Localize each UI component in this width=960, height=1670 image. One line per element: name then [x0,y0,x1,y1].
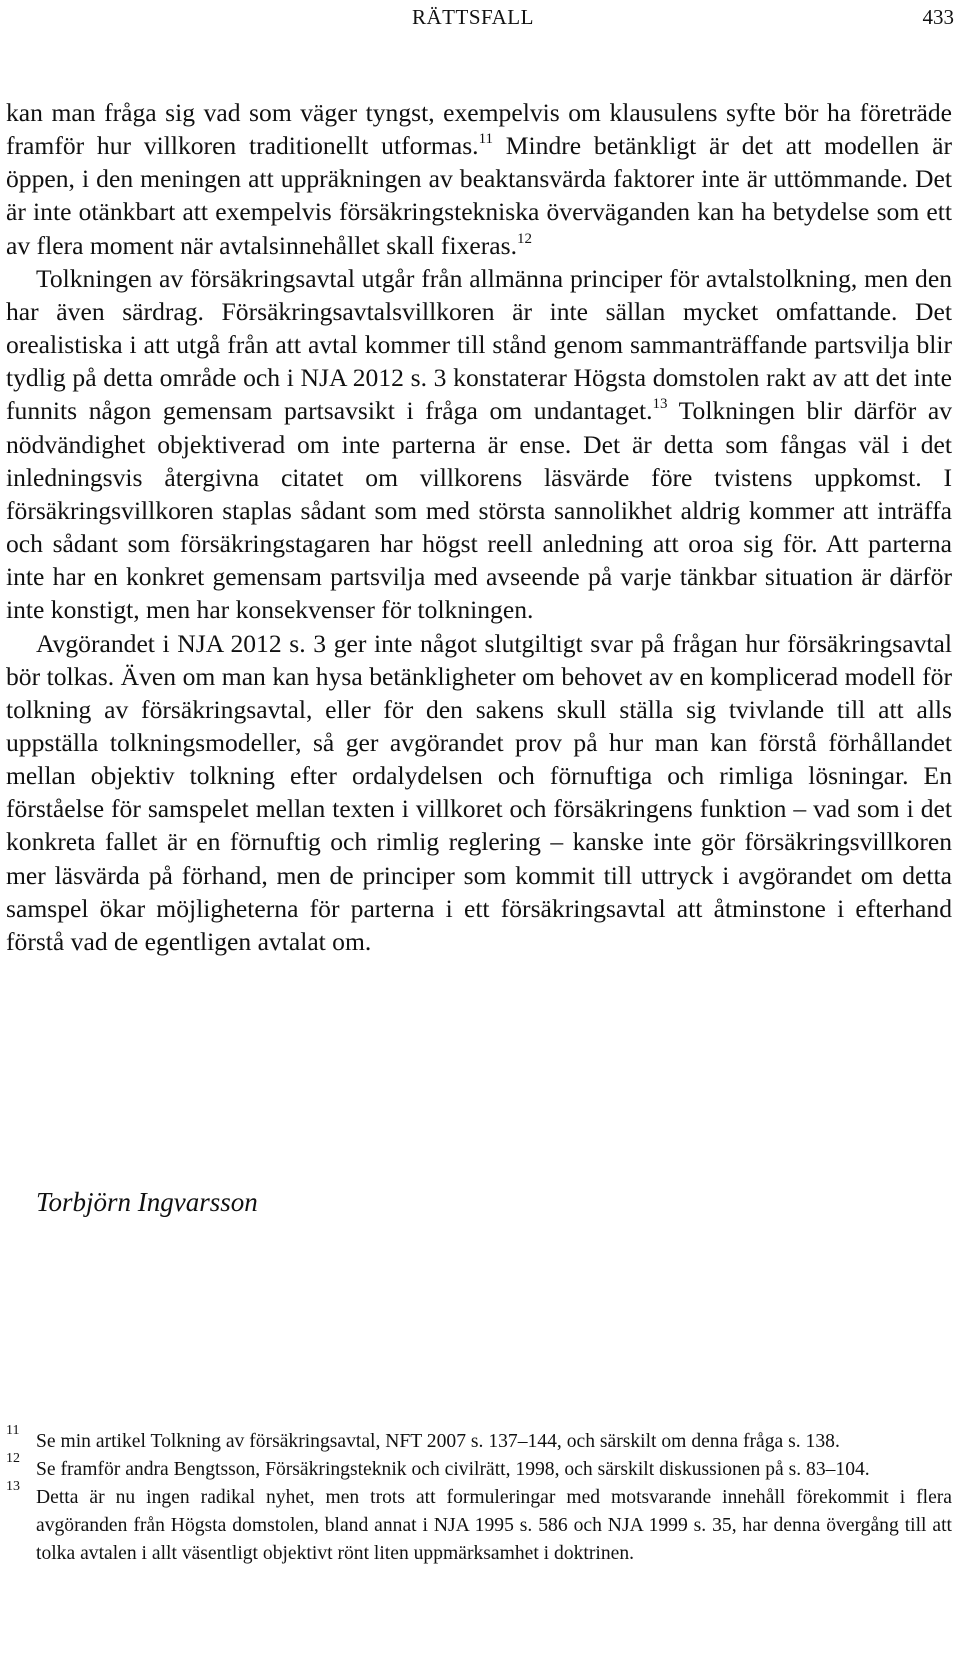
paragraph-2-text-a: Tolkningen av försäkringsavtal utgår från allmänna principer för avtalstolkning, men den har även särdrag. Försäkringsavtalsvillkoren är inte sällan mycket omfattande. Det orealistiska i att utgå från att avtal kommer till stånd genom sammanträffande partsvilja blir tydlig på detta område och i NJA 2012 s. 3 konstaterar Högsta domstolen rakt av att det inte funnits någon gemensam partsavsikt i fråga om undantaget. [6,263,952,426]
footnote-12 [6,1451,952,1484]
paragraph-1 [6,96,952,262]
footnote-number: 12 [6,1451,20,1466]
paragraph-3 [6,627,952,959]
footnote-ref-13: 13 [652,396,668,413]
paragraph-1-text-a: kan man fråga sig vad som väger tyngst, exempelvis om klausulens syfte bör ha företräde framför hur villkoren traditionellt utformas. [6,98,952,161]
footnote-text: Se min artikel Tolkning av försäkringsavtal, NFT 2007 s. 137–144, och särskilt om denna fråga s. 138. [36,1431,840,1452]
footnote-text: Detta är nu ingen radikal nyhet, men trots att formuleringar med motsvarande innehåll förekommit i flera avgöranden från Högsta domstolen, bland annat i NJA 1995 s. 586 och NJA 1999 s. 35, har denna övergång till att tolka avtalen i allt väsentligt objektivt rönt liten uppmärksamhet i doktrinen. [36,1487,952,1564]
paragraph-2-text-b: Tolkningen blir därför av nödvändighet objektiverad om inte parterna är ense. Det är detta som fångas väl i det inledningsvis återgivna citatet om villkorens läsvärde före tvistens uppkomst. I försäkringsvillkoren staplas sådant som med största sannolikhet aldrig kommer att inträffa och sådant som försäkringstagaren har högst reell anledning att oroa sig för. Att parterna inte har en konkret gemensam partsvilja med avseende på varje tänkbar situation är därför inte konstigt, men har konsekvenser för tolkningen. [6,396,953,625]
footnote-text: Se framför andra Bengtsson, Försäkringsteknik och civilrätt, 1998, och särskilt diskussionen på s. 83–104. [36,1459,870,1480]
author-signature: Torbjörn Ingvarsson [36,1187,258,1217]
footnote-13 [6,1479,952,1568]
paragraph-2 [6,262,952,627]
page-number: 433 [922,5,954,29]
footnote-number: 13 [6,1479,20,1494]
footnote-ref-11: 11 [478,131,494,148]
article-body [6,96,952,958]
footnotes [6,1423,952,1568]
footnote-ref-12: 12 [516,230,532,247]
footnote-number: 11 [6,1423,20,1438]
running-title: RÄTTSFALL [412,5,534,29]
paragraph-1-text-b: Mindre betänkligt är det att modellen är öppen, i den meningen att uppräkningen av beaktansvärda faktorer inte är uttömmande. Det är inte otänkbart att exempelvis försäkringstekniska överväganden kan ha betydelse som ett av flera moment när avtalsinnehållet skall fixeras. [6,131,952,260]
running-header [0,2,960,32]
footnote-11 [6,1423,952,1456]
paragraph-3-text: Avgörandet i NJA 2012 s. 3 ger inte något slutgiltigt svar på frågan hur försäkringsavtal bör tolkas. Även om man kan hysa betänkligheter om behovet av en komplicerad modell för tolkning av försäkringsavtal, eller för den sakens skull ställa sig tvivlande till att alls uppställa tolkningsmodeller, så ger avgörandet prov på hur man kan förstå förhållandet mellan objektiv tolkning efter ordalydelsen och förnuftiga och rimliga lösningar. En förståelse för samspelet mellan texten i villkoret och försäkringens funktion – vad som i det konkreta fallet är en förnuftig och rimlig reglering – kanske inte gör försäkringsvillkoren mer läsvärda på förhand, men de principer som kommit till uttryck i avgörandet om detta samspel ökar möjligheterna för parterna i ett försäkringsavtal att åtminstone i efterhand förstå vad de egentligen avtalat om. [6,628,952,956]
